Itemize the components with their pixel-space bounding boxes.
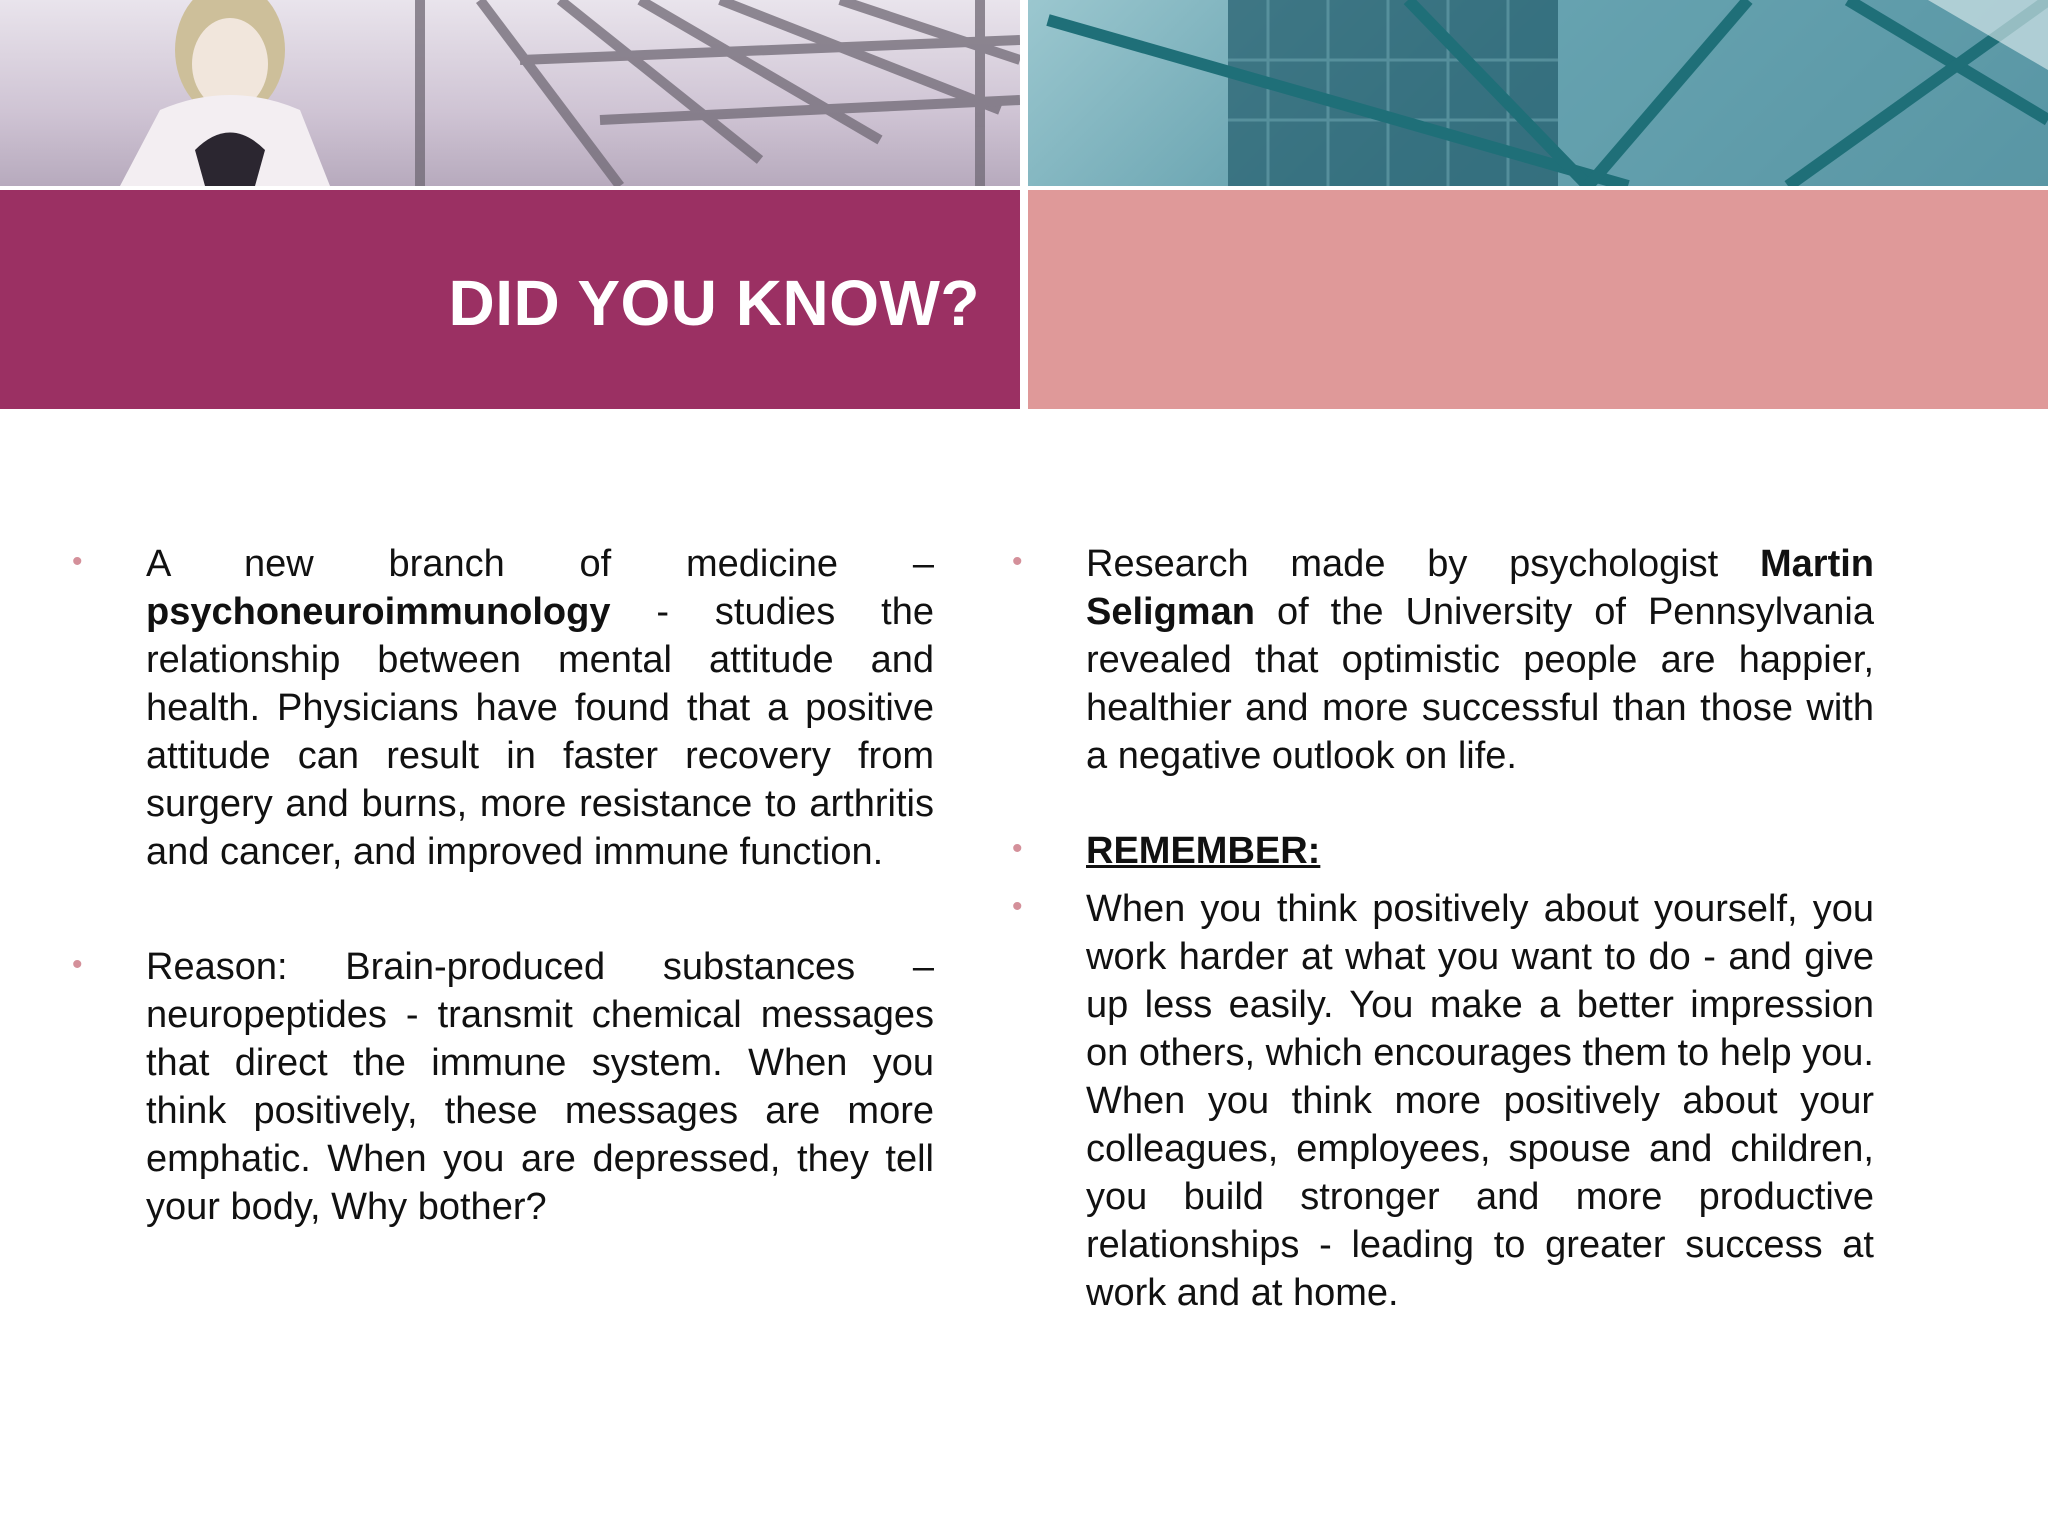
list-item-seligman	[1012, 540, 1874, 780]
title-band	[0, 190, 1020, 409]
bullet-icon: •	[72, 545, 83, 578]
item-text-part1: A new branch of medicine –	[146, 543, 934, 585]
page-title: DID YOU KNOW?	[448, 267, 980, 339]
list-item-think-positively	[1012, 885, 1874, 1317]
bullet-icon: •	[72, 948, 83, 981]
item-text-bold: psychoneuroimmunology	[146, 591, 611, 633]
item-text: When you think positively about yourself, you work harder at what you want to do - and give up less easily. You make a better impression on others, which encourages them to help you. When you think more positively about your colleagues, employees, spouse and children, you build stronger and more productive relationships - leading to greater success at work and at home.	[1086, 888, 1874, 1314]
item-text-bold: Martin Seligman	[1086, 543, 1874, 633]
remember-heading: REMEMBER:	[1086, 830, 1321, 872]
item-text-part1: Research made by psychologist	[1086, 543, 1760, 585]
list-item-remember	[1012, 827, 1874, 875]
accent-band	[1028, 190, 2048, 409]
right-column	[1012, 540, 1874, 1317]
list-item-reason	[72, 943, 934, 1231]
item-text-part2: of the University of Pennsylvania revealed that optimistic people are happier, healthier and more successful than those with a negative outlook on life.	[1086, 591, 1874, 777]
item-text: Reason: Brain-produced substances – neuropeptides - transmit chemical messages that direct the immune system. When you think positively, these messages are more emphatic. When you are depressed, they tell your body, Why bother?	[146, 946, 934, 1228]
bullet-icon: •	[1012, 832, 1023, 865]
bullet-icon: •	[1012, 890, 1023, 923]
list-item-psychoneuroimmunology	[72, 540, 934, 876]
bullet-icon: •	[1012, 545, 1023, 578]
header-photo-glass-building	[1028, 0, 2048, 186]
photo-woman-skylight-image	[0, 0, 1020, 186]
left-column	[72, 540, 934, 1231]
photo-building-image	[1028, 0, 2048, 186]
item-text-part2: - studies the relationship between mental attitude and health. Physicians have found that a positive attitude can result in faster recovery from surgery and burns, more resistance to arthritis and cancer, and improved immune function.	[146, 591, 934, 873]
header-photo-woman-on-phone	[0, 0, 1020, 186]
